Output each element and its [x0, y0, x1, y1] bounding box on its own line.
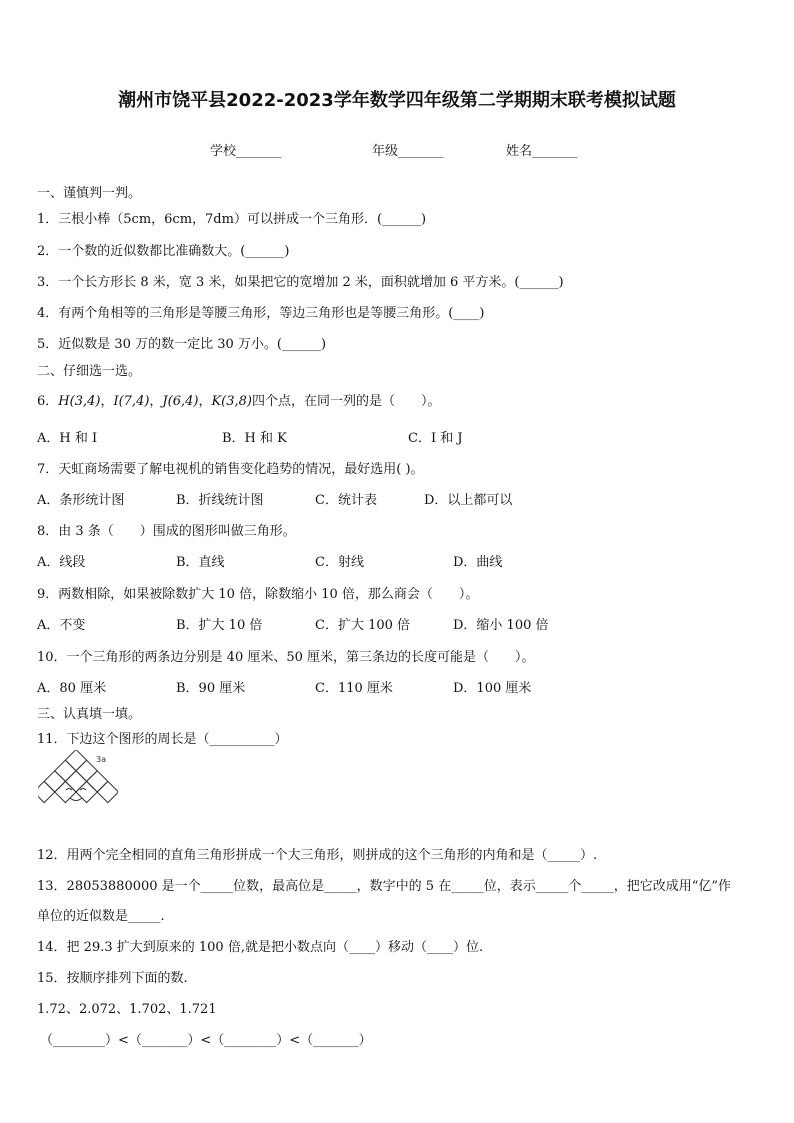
grade-field: 年级_______ [372, 144, 444, 159]
name-field: 姓名_______ [506, 144, 578, 159]
q8-option-a: A．线段 [37, 555, 86, 570]
q8-option-b: B．直线 [176, 555, 225, 570]
question-10: 10．一个三角形的两条边分别是 40 厘米、50 厘米，第三条边的长度可能是（ ）。 [37, 650, 535, 665]
point-i: I(7,4) [113, 394, 150, 409]
separator: ， [198, 394, 212, 409]
question-1: 1．三根小棒（5cm，6cm，7dm）可以拼成一个三角形．(______) [37, 212, 427, 227]
point-h: H(3,4) [58, 394, 101, 409]
question-8: 8．由 3 条（ ）围成的图形叫做三角形。 [37, 524, 296, 539]
q9-option-b: B．扩大 10 倍 [176, 618, 263, 633]
question-13-line-1: 13．28053880000 是一个_____位数，最高位是_____，数字中的 5 在_____位，表示_____个_____，把它改成用“亿”作 [37, 879, 731, 894]
q10-option-d: D．100 厘米 [453, 681, 532, 696]
section-heading-1: 一、谨慎判一判。 [37, 186, 142, 201]
q8-option-d: D．曲线 [453, 555, 503, 570]
q6-option-c: C．I 和 J [408, 431, 463, 446]
question-12: 12．用两个完全相同的直角三角形拼成一个大三角形，则拼成的这个三角形的内角和是（_____）. [37, 848, 598, 863]
q6-option-b: B．H 和 K [222, 431, 287, 446]
question-14: 14．把 29.3 扩大到原来的 100 倍,就是把小数点向（____）移动（____）位. [37, 940, 484, 955]
q7-option-a: A．条形统计图 [37, 493, 125, 508]
q10-option-b: B．90 厘米 [176, 681, 246, 696]
q8-option-c: C．射线 [315, 555, 364, 570]
figure-label: 3a [96, 755, 106, 764]
separator: ， [100, 394, 114, 409]
page-title: 潮州市饶平县2022-2023学年数学四年级第二学期期末联考模拟试题 [118, 90, 676, 111]
q9-option-a: A．不变 [37, 618, 86, 633]
question-11: 11．下边这个图形的周长是（__________） [37, 732, 288, 747]
question-5: 5．近似数是 30 万的数一定比 30 万小。(______) [37, 337, 327, 352]
section-heading-3: 三、认真填一填。 [37, 707, 142, 722]
question-6-suffix: 四个点，在同一列的是（ ）。 [252, 394, 441, 409]
question-15: 15．按顺序排列下面的数. [37, 971, 188, 986]
q10-option-c: C．110 厘米 [315, 681, 393, 696]
section-heading-2: 二、仔细选一选。 [37, 364, 142, 379]
q6-option-a: A．H 和 I [37, 431, 98, 446]
q9-option-d: D．缩小 100 倍 [453, 618, 549, 633]
question-2: 2．一个数的近似数都比准确数大。(______) [37, 244, 290, 259]
point-j: J(6,4) [162, 394, 199, 409]
question-7: 7．天虹商场需要了解电视机的销售变化趋势的情况，最好选用( )。 [37, 462, 424, 477]
question-15-numbers: 1.72、2.072、1.702、1.721 [37, 1002, 217, 1017]
q7-option-d: D．以上都可以 [424, 493, 513, 508]
q7-option-c: C．统计表 [315, 493, 377, 508]
question-15-blanks: （________）<（_______）<（________）<（_______） [40, 1033, 372, 1048]
q10-option-a: A．80 厘米 [37, 681, 107, 696]
question-6 [37, 390, 441, 409]
q7-option-b: B．折线统计图 [176, 493, 264, 508]
q9-option-c: C．扩大 100 倍 [315, 618, 411, 633]
school-field: 学校_______ [210, 144, 282, 159]
point-k: K(3,8) [211, 394, 252, 409]
question-3: 3．一个长方形长 8 米，宽 3 米，如果把它的宽增加 2 米，面积就增加 6 平方米。(______) [37, 275, 564, 290]
staircase-figure [38, 750, 118, 835]
question-9: 9．两数相除，如果被除数扩大 10 倍，除数缩小 10 倍，那么商会（ ）。 [37, 587, 479, 602]
question-13-line-2: 单位的近似数是_____. [37, 909, 165, 924]
separator: ， [149, 394, 163, 409]
question-4: 4．有两个角相等的三角形是等腰三角形，等边三角形也是等腰三角形。(____) [37, 306, 485, 321]
question-6-prefix: 6． [37, 394, 59, 409]
